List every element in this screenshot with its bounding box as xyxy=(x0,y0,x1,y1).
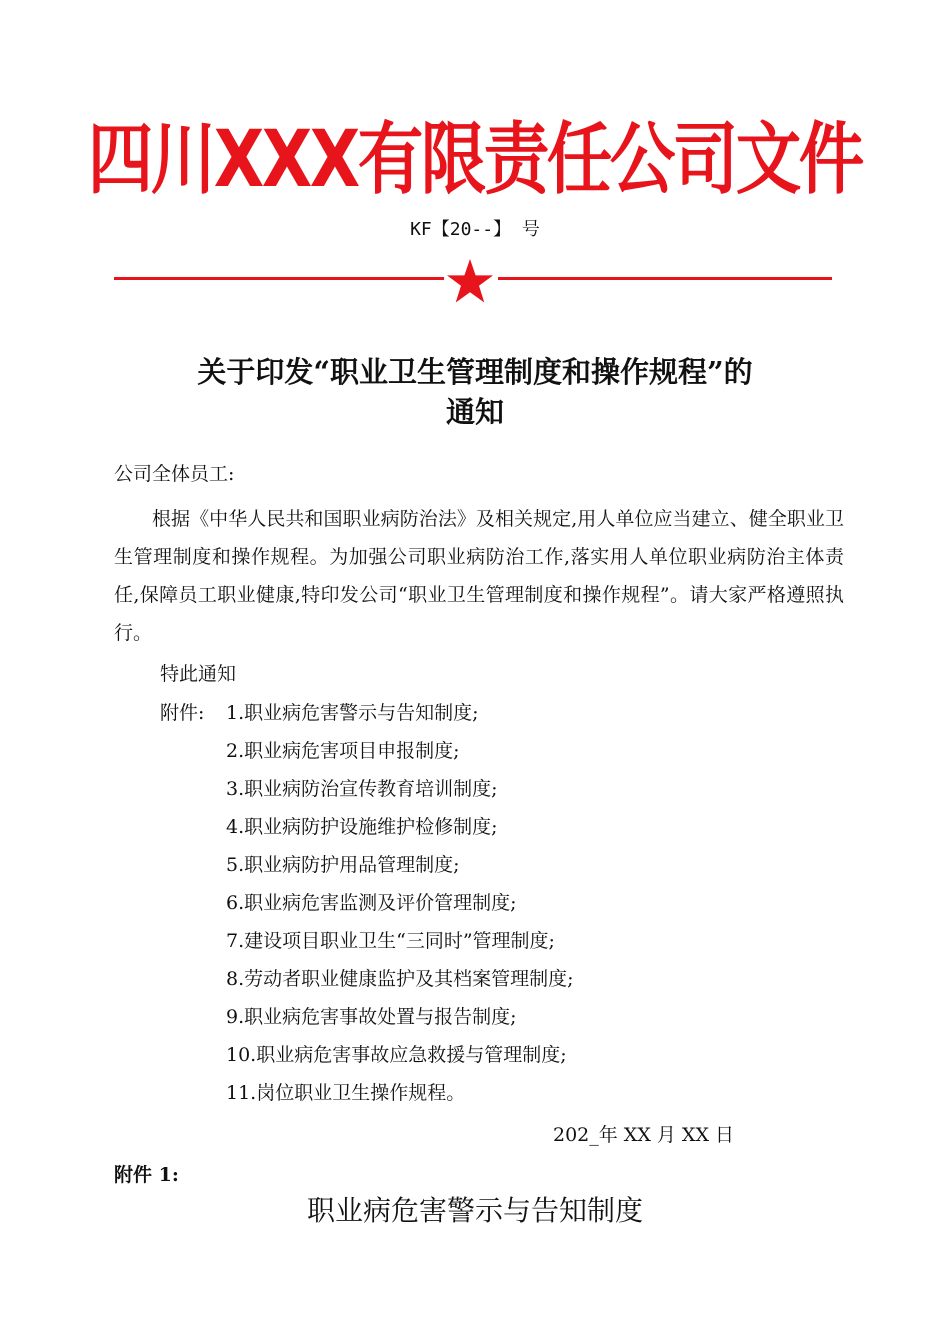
notice-title-line1: 关于印发“职业卫生管理制度和操作规程”的 xyxy=(197,355,753,389)
attachment-item: 10.职业病危害事故应急救援与管理制度; xyxy=(226,1044,567,1066)
red-rule-right xyxy=(498,277,832,280)
attachment-item: 5.职业病防护用品管理制度; xyxy=(226,854,460,876)
star-icon xyxy=(446,258,494,304)
attachment-item: 2.职业病危害项目申报制度; xyxy=(226,740,460,762)
notice-title-line2: 通知 xyxy=(445,395,504,429)
letterhead-title: 四川XXX有限责任公司文件 xyxy=(87,115,862,205)
date: 202_年 XX 月 XX 日 xyxy=(553,1124,735,1146)
attachment-item: 8.劳动者职业健康监护及其档案管理制度; xyxy=(226,968,574,990)
body-paragraph: 根据《中华人民共和国职业病防治法》及相关规定,用人单位应当建立、健全职业卫生管理制度和操作规程。为加强公司职业病防治工作,落实用人单位职业病防治主体责任,保障员工职业健康,特印发公司“职业卫生管理制度和操作规程”。请大家严格遵照执行。 xyxy=(114,508,844,644)
appendix-title: 职业病危害警示与告知制度 xyxy=(306,1194,643,1227)
attachment-item: 9.职业病危害事故处置与报告制度; xyxy=(226,1006,517,1028)
salutation: 公司全体员工: xyxy=(114,463,235,485)
closing-text: 特此通知 xyxy=(160,663,237,685)
attachment-item: 6.职业病危害监测及评价管理制度; xyxy=(226,892,517,914)
appendix-label: 附件 1: xyxy=(114,1164,179,1186)
attachment-item: 11.岗位职业卫生操作规程。 xyxy=(226,1082,466,1104)
attachments-label: 附件: xyxy=(160,702,205,724)
attachment-item: 3.职业病防治宣传教育培训制度; xyxy=(226,778,498,800)
red-rule-left xyxy=(114,277,444,280)
attachment-item: 1.职业病危害警示与告知制度; xyxy=(226,702,479,724)
attachment-item: 7.建设项目职业卫生“三同时”管理制度; xyxy=(226,930,555,952)
document-number: KF【20--】 号 xyxy=(410,219,540,240)
attachment-item: 4.职业病防护设施维护检修制度; xyxy=(226,816,498,838)
